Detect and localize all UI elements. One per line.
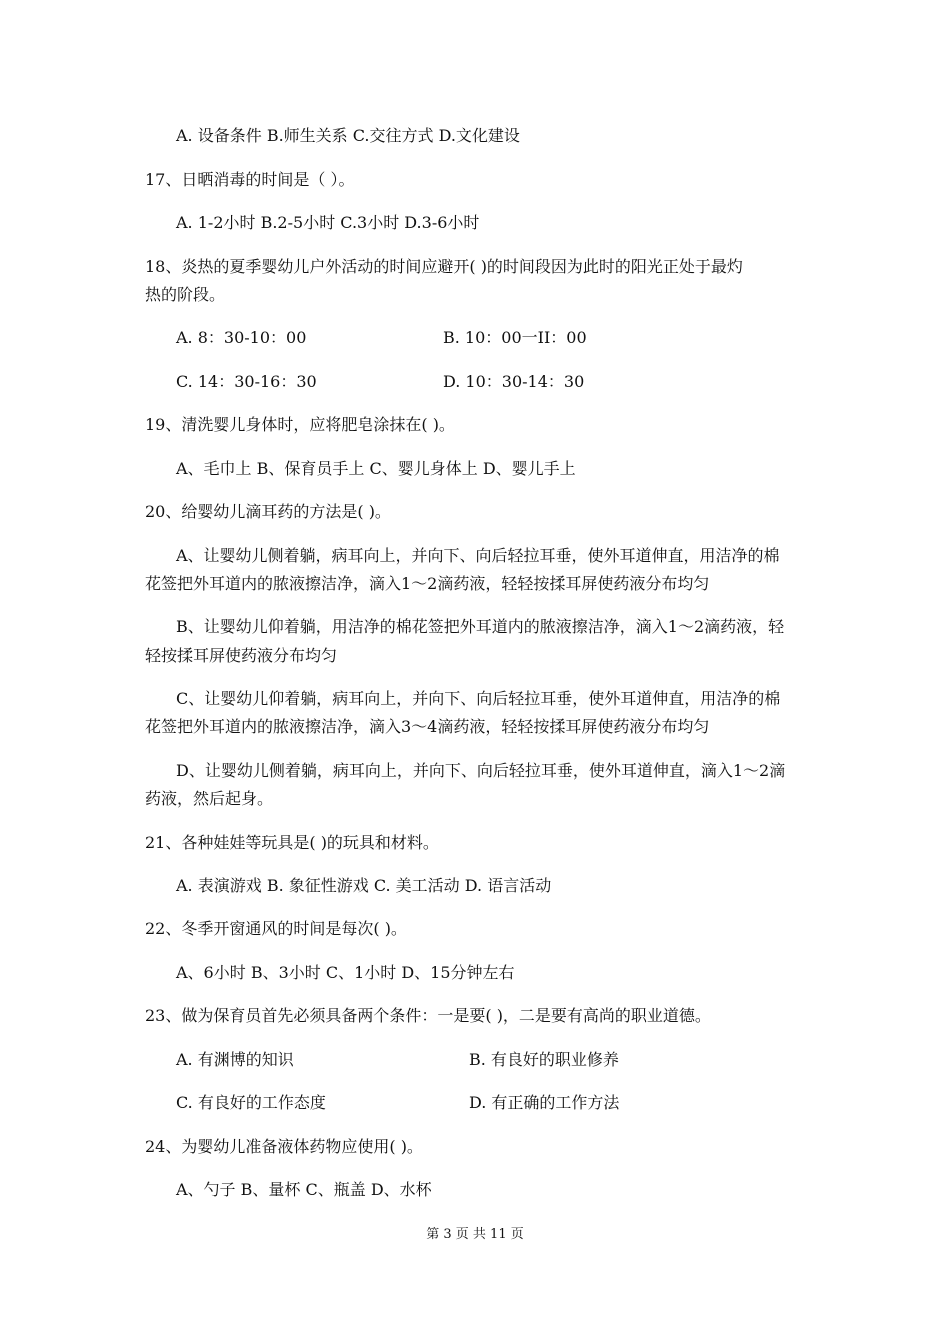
q20-option-c-line-2: 花签把外耳道内的脓液擦洁净，滴入3～4滴药液，轻轻按揉耳屏使药液分布均匀: [145, 717, 710, 736]
q23-option-b: B. 有良好的职业修养: [469, 1050, 619, 1069]
q18-option-a: A. 8：30-10：00: [176, 328, 307, 347]
q17-options: A. 1-2小时 B.2-5小时 C.3小时 D.3-6小时: [176, 213, 480, 232]
q23-option-a: A. 有渊博的知识: [176, 1050, 294, 1069]
q23-option-c: C. 有良好的工作态度: [176, 1093, 326, 1112]
q22-options: A、6小时 B、3小时 C、1小时 D、15分钟左右: [176, 963, 515, 982]
q18-option-c: C. 14：30-16：30: [176, 372, 317, 391]
question-24: 24、为婴幼儿准备液体药物应使用( )。: [145, 1137, 423, 1156]
q18-option-d: D. 10：30-14：30: [443, 372, 585, 391]
q20-option-a-line-2: 花签把外耳道内的脓液擦洁净，滴入1～2滴药液，轻轻按揉耳屏使药液分布均匀: [145, 574, 710, 593]
q18-option-b: B. 10：00一II：00: [443, 328, 587, 347]
q16-options: A. 设备条件 B.师生关系 C.交往方式 D.文化建设: [176, 126, 520, 145]
question-18-line-1: 18、炎热的夏季婴幼儿户外活动的时间应避开( )的时间段因为此时的阳光正处于最灼: [145, 257, 743, 276]
question-22: 22、冬季开窗通风的时间是每次( )。: [145, 919, 407, 938]
question-17: 17、日晒消毒的时间是（ ）。: [145, 170, 355, 189]
q21-options: A. 表演游戏 B. 象征性游戏 C. 美工活动 D. 语言活动: [176, 876, 552, 895]
page-footer: 第 3 页 共 11 页: [426, 1227, 524, 1242]
q24-options: A、勺子 B、量杯 C、瓶盖 D、水杯: [176, 1180, 432, 1199]
question-18-line-2: 热的阶段。: [145, 285, 226, 304]
question-21: 21、各种娃娃等玩具是( )的玩具和材料。: [145, 833, 439, 852]
question-19: 19、清洗婴儿身体时，应将肥皂涂抹在( )。: [145, 415, 455, 434]
q20-option-a-line-1: A、让婴幼儿侧着躺，病耳向上，并向下、向后轻拉耳垂，使外耳道伸直，用洁净的棉: [176, 546, 780, 565]
question-23: 23、做为保育员首先必须具备两个条件：一是要( )，二是要有高尚的职业道德。: [145, 1006, 711, 1025]
q20-option-b-line-2: 轻按揉耳屏使药液分布均匀: [145, 646, 338, 665]
question-20: 20、给婴幼儿滴耳药的方法是( )。: [145, 502, 391, 521]
q23-option-d: D. 有正确的工作方法: [469, 1093, 620, 1112]
q20-option-b-line-1: B、让婴幼儿仰着躺，用洁净的棉花签把外耳道内的脓液擦洁净，滴入1～2滴药液，轻: [176, 617, 785, 636]
q20-option-d-line-2: 药液，然后起身。: [145, 789, 274, 808]
q20-option-d-line-1: D、让婴幼儿侧着躺，病耳向上，并向下、向后轻拉耳垂，使外耳道伸直，滴入1～2滴: [176, 761, 786, 780]
q20-option-c-line-1: C、让婴幼儿仰着躺，病耳向上，并向下、向后轻拉耳垂，使外耳道伸直，用洁净的棉: [176, 689, 781, 708]
q19-options: A、毛巾上 B、保育员手上 C、婴儿身体上 D、婴儿手上: [176, 459, 576, 478]
